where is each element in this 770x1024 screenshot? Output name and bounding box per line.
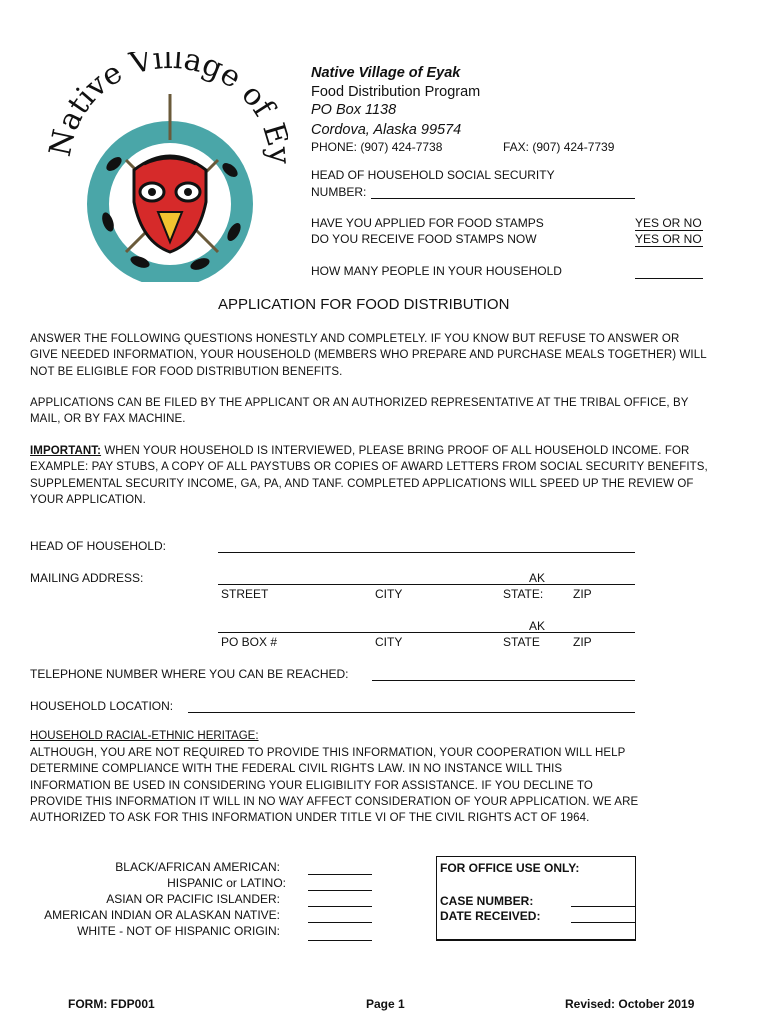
applied-food-stamps-question: HAVE YOU APPLIED FOR FOOD STAMPS [311, 216, 544, 230]
tribal-logo [48, 52, 288, 282]
receive-yes-or-no[interactable]: YES OR NO [635, 232, 702, 246]
telephone-field[interactable] [372, 680, 635, 681]
option-white: WHITE - NOT OF HISPANIC ORIGIN: [77, 924, 280, 938]
city-state: Cordova, Alaska 99574 [311, 122, 462, 138]
program-name: Food Distribution Program [311, 84, 481, 100]
office-use-box [436, 856, 636, 941]
mailing-address-label: MAILING ADDRESS: [30, 571, 144, 585]
important-text: WHEN YOUR HOUSEHOLD IS INTERVIEWED, PLEASE BRING PROOF OF ALL HOUSEHOLD INCOME. FOR EXAMPLE: PAY STUBS, A COPY OF ALL PAYSTUBS OR COPIES OF AWARD LETTERS FROM SOCIAL SECURITY BENEFITS, SUPPLEMENTAL SECURITY INCOME, GA, PA, AND TANF. COMPLETED APPLICATIONS WILL SPEED UP THE REVIEW OF YOUR APPLICATION. [30, 445, 708, 506]
logo-text: ative Village of [50, 52, 281, 136]
receive-food-stamps-question: DO YOU RECEIVE FOOD STAMPS NOW [311, 232, 537, 246]
street-address-field[interactable] [218, 584, 635, 585]
po-box: PO Box 1138 [311, 102, 397, 118]
white-field[interactable] [308, 940, 372, 941]
date-received-field[interactable] [571, 922, 635, 923]
applied-yes-or-no[interactable]: YES OR NO [635, 216, 702, 230]
head-of-household-field[interactable] [218, 552, 635, 553]
american-indian-field[interactable] [308, 922, 372, 923]
org-name: Native Village of Eyak [311, 65, 461, 81]
important-paragraph [30, 443, 710, 508]
receive-yes-no-underline [635, 246, 703, 247]
option-asian: ASIAN OR PACIFIC ISLANDER: [106, 892, 280, 906]
state-value-street: AK [529, 571, 546, 585]
zip-label-2: ZIP [573, 635, 592, 649]
phone-number: PHONE: (907) 424-7738 [311, 140, 443, 154]
office-use-title: FOR OFFICE USE ONLY: [440, 861, 580, 875]
ssn-label-line1: HEAD OF HOUSEHOLD SOCIAL SECURITY [311, 168, 555, 182]
page-number: Page 1 [366, 997, 405, 1011]
page-title: APPLICATION FOR FOOD DISTRIBUTION [218, 296, 510, 313]
state-label-2: STATE [503, 635, 540, 649]
hispanic-field[interactable] [308, 890, 372, 891]
city-label: CITY [375, 587, 403, 601]
applied-yes-no-underline [635, 230, 703, 231]
form-number: FORM: FDP001 [68, 997, 155, 1011]
ssn-field[interactable] [371, 198, 635, 199]
city-label-2: CITY [375, 635, 403, 649]
case-number-label: CASE NUMBER: [440, 894, 534, 908]
po-box-address-field[interactable] [218, 632, 635, 633]
black-field[interactable] [308, 874, 372, 875]
household-location-field[interactable] [188, 712, 635, 713]
household-size-question: HOW MANY PEOPLE IN YOUR HOUSEHOLD [311, 264, 562, 278]
revision-date: Revised: October 2019 [565, 997, 695, 1011]
heritage-heading: HOUSEHOLD RACIAL-ETHNIC HERITAGE: [30, 730, 259, 742]
household-size-field[interactable] [635, 278, 703, 279]
fax-number: FAX: (907) 424-7739 [503, 140, 615, 154]
telephone-label: TELEPHONE NUMBER WHERE YOU CAN BE REACHED: [30, 667, 349, 681]
option-hispanic: HISPANIC or LATINO: [167, 876, 286, 890]
asian-field[interactable] [308, 906, 372, 907]
household-location-label: HOUSEHOLD LOCATION: [30, 699, 174, 713]
zip-label: ZIP [573, 587, 592, 601]
ssn-label-line2: NUMBER: [311, 185, 367, 199]
po-box-label: PO BOX # [221, 635, 278, 649]
case-number-field[interactable] [571, 906, 635, 907]
important-label: IMPORTANT: [30, 445, 102, 457]
state-label: STATE: [503, 587, 544, 601]
state-value-pobox: AK [529, 619, 546, 633]
date-received-label: DATE RECEIVED: [440, 909, 541, 923]
option-american-indian: AMERICAN INDIAN OR ALASKAN NATIVE: [44, 908, 280, 922]
heritage-text: ALTHOUGH, YOU ARE NOT REQUIRED TO PROVIDE THIS INFORMATION, YOUR COOPERATION WILL HELP DETERMINE COMPLIANCE WITH THE FEDERAL CIVIL RIGHTS LAW. IN NO INSTANCE WILL THIS INFORMATION BE USED IN CONSIDERING YOUR ELIGIBILITY FOR ASSISTANCE. IF YOU DECLINE TO PROVIDE THIS INFORMATION IT WILL IN NO WAY AFFECT CONSIDERATION OF YOUR APPLICATION. WE ARE AUTHORIZED TO ASK FOR THIS INFORMATION UNDER TITLE VI OF THE CIVIL RIGHTS ACT OF 1964. [30, 747, 639, 825]
instructions-paragraph: ANSWER THE FOLLOWING QUESTIONS HONESTLY AND COMPLETELY. IF YOU KNOW BUT REFUSE TO ANSWER OR GIVE NEEDED INFORMATION, YOUR HOUSEHOLD (MEMBERS WHO PREPARE AND PURCHASE MEALS TOGETHER) WILL NOT BE ELIGIBLE FOR FOOD DISTRIBUTION BENEFITS. [30, 333, 707, 378]
option-black: BLACK/AFRICAN AMERICAN: [115, 860, 280, 874]
street-label: STREET [221, 587, 269, 601]
head-of-household-label: HEAD OF HOUSEHOLD: [30, 539, 167, 553]
filing-paragraph: APPLICATIONS CAN BE FILED BY THE APPLICANT OR AN AUTHORIZED REPRESENTATIVE AT THE TRIBAL OFFICE, BY MAIL, OR BY FAX MACHINE. [30, 397, 689, 426]
